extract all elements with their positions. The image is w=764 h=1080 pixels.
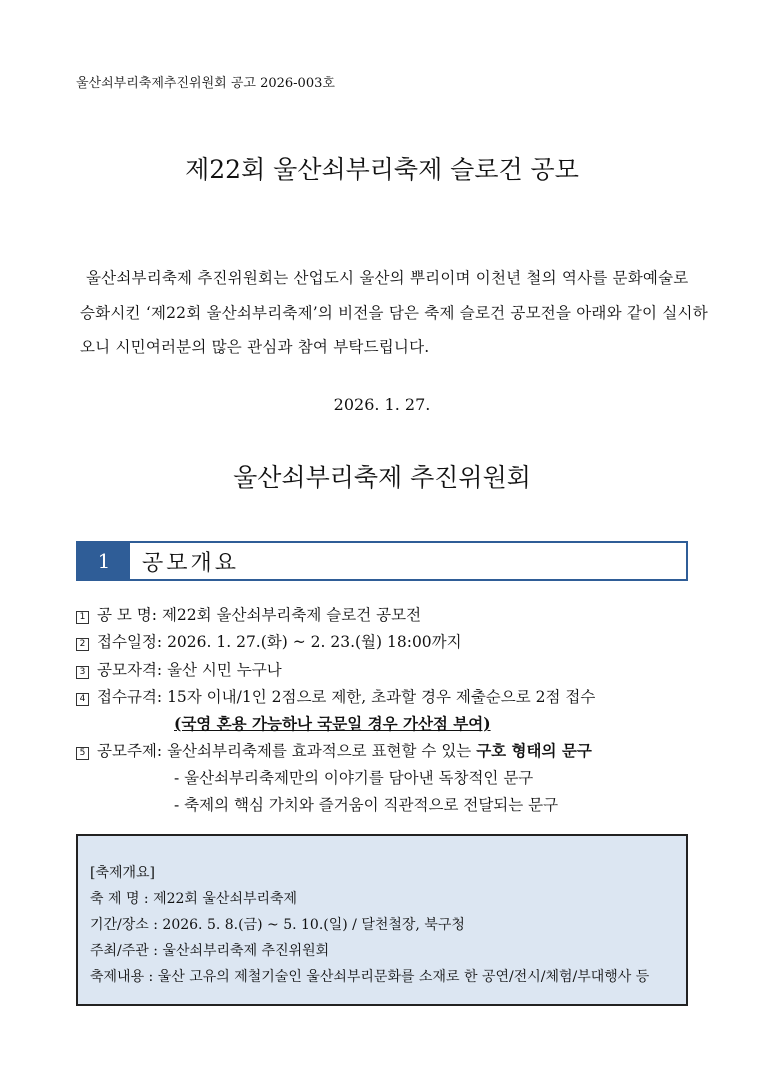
intro-line: 울산쇠부리축제 추진위원회는 산업도시 울산의 뿌리이며 이천년 철의 역사를 문화예술로 [86, 269, 689, 287]
list-item [76, 630, 462, 652]
item-value: 2026. 1. 27.(화) ~ 2. 23.(월) 18:00까지 [167, 633, 462, 651]
festival-line: 축제내용 : 울산 고유의 제철기술인 울산쇠부리문화를 소재로 한 공연/전시/체험/부대행사 등 [90, 969, 650, 985]
section-label: 공모개요 [142, 550, 240, 576]
numbered-box-icon: 5 [76, 747, 89, 760]
section-header [76, 541, 688, 581]
festival-line: 기간/장소 : 2026. 5. 8.(금) ~ 5. 10.(일) / 달천철장, 북구청 [90, 917, 465, 933]
item-label: 접수규격: [97, 688, 163, 706]
numbered-box-icon: 2 [76, 638, 89, 651]
item-value: 15자 이내/1인 2점으로 제한, 초과할 경우 제출순으로 2점 접수 [167, 688, 596, 706]
numbered-box-icon: 3 [76, 666, 89, 679]
list-item [76, 739, 592, 761]
announcement-date: 2026. 1. 27. [333, 395, 431, 414]
list-item [76, 658, 282, 680]
item-value: 울산쇠부리축제를 효과적으로 표현할 수 있는 [167, 742, 477, 760]
intro-line: 승화시킨 ‘제22회 울산쇠부리축제’의 비전을 담은 축제 슬로건 공모전을 아래와 같이 실시하 [80, 304, 708, 322]
festival-heading: [축제개요] [90, 865, 156, 881]
item-label: 공모자격: [97, 661, 163, 679]
intro-line: 오니 시민여러분의 많은 관심과 참여 부탁드립니다. [80, 338, 430, 356]
item-value: 제22회 울산쇠부리축제 슬로건 공모전 [161, 606, 422, 624]
section-number: 1 [78, 543, 130, 579]
item-note: (국영 혼용 가능하나 국문일 경우 가산점 부여) [174, 714, 491, 733]
item-label: 공 모 명: [97, 606, 157, 624]
item-sub: - 축제의 핵심 가치와 즐거움이 직관적으로 전달되는 문구 [174, 796, 559, 814]
numbered-box-icon: 4 [76, 693, 89, 706]
item-value-bold: 구호 형태의 문구 [476, 741, 592, 760]
festival-overview-box [76, 834, 688, 1006]
list-item [76, 685, 595, 707]
page-title: 제22회 울산쇠부리축제 슬로건 공모 [185, 155, 579, 184]
festival-line: 축 제 명 : 제22회 울산쇠부리축제 [90, 891, 298, 907]
item-label: 공모주제: [97, 742, 163, 760]
item-sub: - 울산쇠부리축제만의 이야기를 담아낸 독창적인 문구 [174, 769, 534, 787]
numbered-box-icon: 1 [76, 611, 89, 624]
notice-number: 울산쇠부리축제추진위원회 공고 2026-003호 [76, 76, 335, 91]
list-item [76, 603, 421, 625]
festival-line: 주최/주관 : 울산쇠부리축제 추진위원회 [90, 943, 330, 959]
item-label: 접수일정: [97, 633, 163, 651]
organization-name: 울산쇠부리축제 추진위원회 [233, 463, 531, 492]
item-value: 울산 시민 누구나 [167, 661, 282, 679]
